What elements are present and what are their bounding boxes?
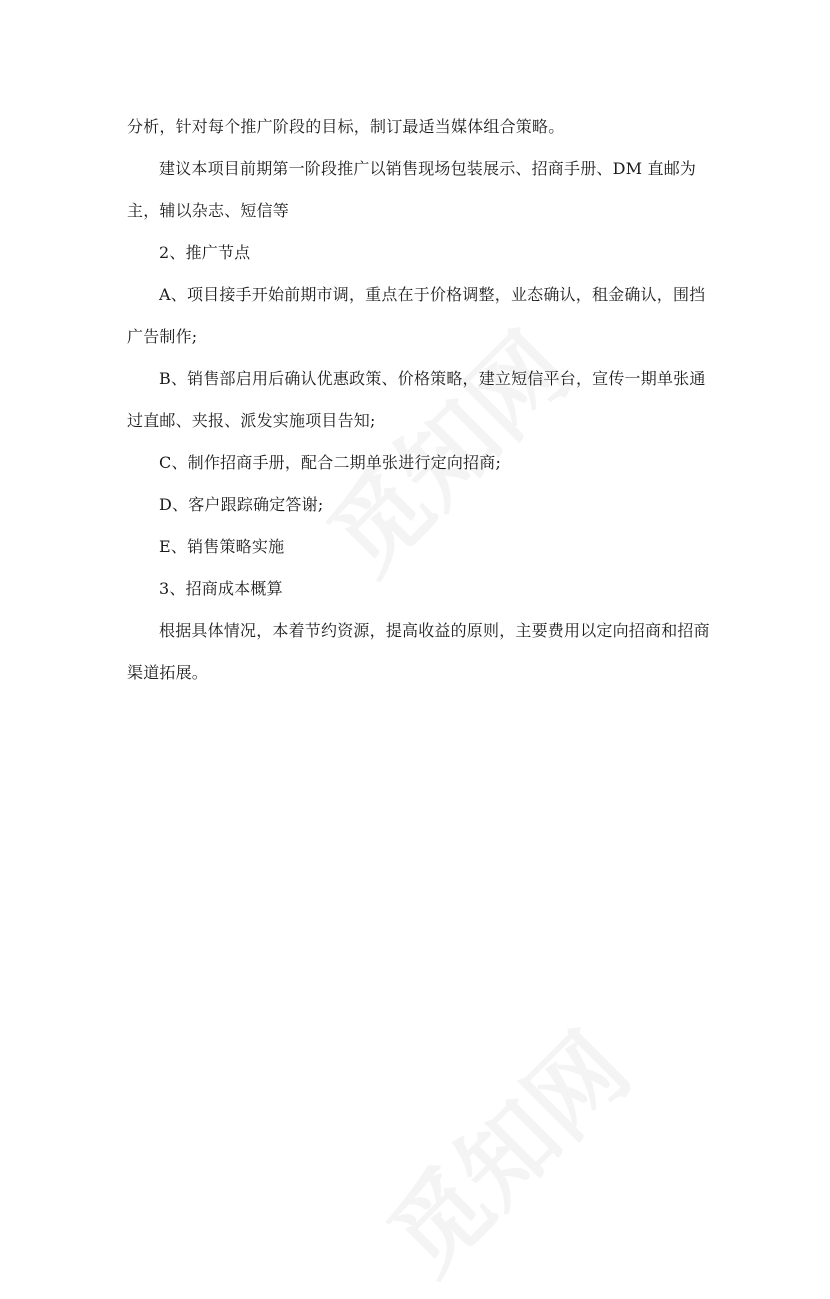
paragraph-first-phase-promotion: 建议本项目前期第一阶段推广以销售现场包装展示、招商手册、DM 直邮为主，辅以杂志、短信等 xyxy=(127,159,697,220)
paragraph-cost-principle: 根据具体情况，本着节约资源，提高收益的原则，主要费用以定向招商和招商渠道拓展。 xyxy=(127,621,710,682)
heading-promotion-nodes: 2、推广节点 xyxy=(159,243,251,262)
list-item-b: B、销售部启用后确认优惠政策、价格策略，建立短信平台，宣传一期单张通过直邮、夹报、派发实施项目告知; xyxy=(127,369,706,430)
list-item-a: A、项目接手开始前期市调，重点在于价格调整，业态确认，租金确认，围挡广告制作; xyxy=(127,285,706,346)
list-item-e: E、销售策略实施 xyxy=(159,537,285,556)
paragraph-media-strategy: 分析，针对每个推广阶段的目标，制订最适当媒体组合策略。 xyxy=(127,117,565,136)
watermark-bottom xyxy=(354,998,655,1299)
document-body xyxy=(127,106,717,694)
list-item-d: D、客户跟踪确定答谢; xyxy=(159,495,324,514)
heading-cost-estimate: 3、招商成本概算 xyxy=(159,579,283,598)
list-item-c: C、制作招商手册，配合二期单张进行定向招商; xyxy=(159,453,502,472)
